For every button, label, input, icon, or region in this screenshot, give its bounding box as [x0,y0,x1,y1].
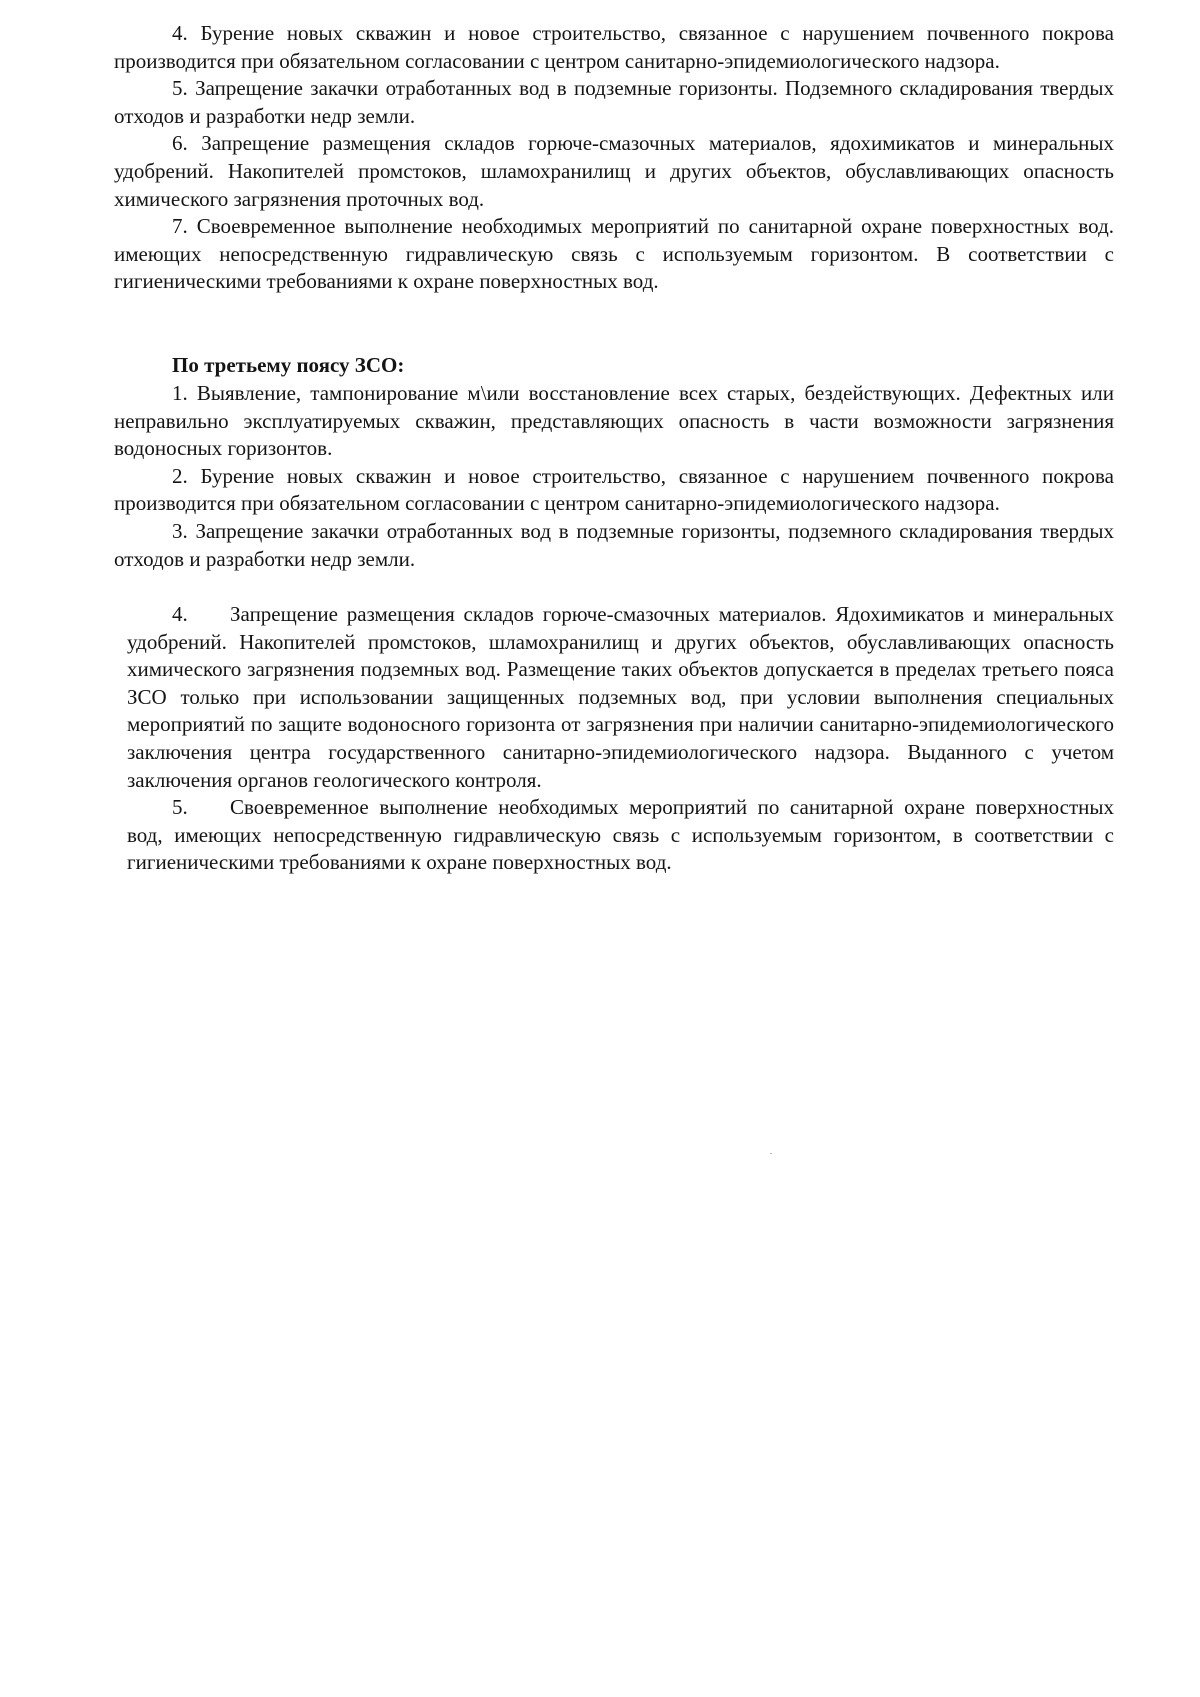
item-text: Запрещение размещения складов горюче-смазочных материалов. Ядохимикатов и минеральных удобрений. Накопителей промстоков, шламохранилищ и других объектов, обуславливающих опасность химического загрязнения подземных вод. Размещение таких объектов допускается в пределах третьего пояса ЗСО только при использовании защищенных подземных вод, при условии выполнения специальных мероприятий по защите водоносного горизонта от загрязнения при наличии санитарно-эпидемиологического заключения центра государственного санитарно-эпидемиологического надзора. Выданного с учетом заключения органов геологического контроля. [127,602,1114,792]
list-item [114,380,1114,463]
item-number: 3. [172,518,188,543]
item-text: Своевременное выполнение необходимых мероприятий по санитарной охране поверхностных вод, имеющих непосредственную гидравлическую связь с используемым горизонтом, в соответствии с гигиеническими требованиями к охране поверхностных вод. [127,795,1114,875]
item-number: 7. [172,214,188,239]
list-item [114,463,1114,518]
list-item [114,130,1114,213]
item-number: 1. [172,381,188,405]
upper-zone-list [114,20,1114,296]
section-heading: По третьему поясу ЗСО: [172,353,405,377]
list-item [114,213,1114,296]
item-text: Бурение новых скважин и новое строительство, связанное с нарушением почвенного покрова производится при обязательном согласовании с центром санитарно-эпидемиологического надзора. [114,21,1114,73]
item-number: 5. [172,795,188,820]
list-item [127,601,1114,794]
item-text: Своевременное выполнение необходимых мероприятий по санитарной охране поверхностных вод. имеющих непосредственную гидравлическую связь с используемым горизонтом. В соответствии с гигиеническими требованиями к охране поверхностных вод. [114,214,1114,294]
third-zone-list [114,380,1114,573]
scan-speck [770,1153,772,1154]
item-text: Запрещение закачки отработанных вод в подземные горизонты. Подземного складирования твердых отходов и разработки недр земли. [114,76,1115,128]
item-number: 4. [172,21,188,45]
item-text: Выявление, тампонирование м\или восстановление всех старых, бездействующих. Дефектных или неправильно эксплуатируемых скважин, представляющих опасность в части возможности загрязнения водоносных горизонтов. [114,381,1114,461]
list-item [114,75,1114,130]
item-text: Бурение новых скважин и новое строительство, связанное с нарушением почвенного покрова производится при обязательном согласовании с центром санитарно-эпидемиологического надзора. [114,463,1114,516]
third-zone-list-continued [127,601,1114,877]
list-item [114,518,1114,573]
list-item [127,794,1114,877]
item-number: 5. [172,76,188,101]
list-item [114,20,1114,75]
item-text: Запрещение размещения складов горюче-смазочных материалов, ядохимикатов и минеральных удобрений. Накопителей промстоков, шламохранилищ и других объектов, обуславливающих опасность химического загрязнения проточных вод. [114,131,1114,211]
item-text: Запрещение закачки отработанных вод в подземные горизонты, подземного складирования твердых отходов и разработки недр земли. [114,518,1114,571]
item-number: 6. [172,131,188,156]
item-number: 4. [172,602,188,626]
item-number: 2. [172,463,188,488]
